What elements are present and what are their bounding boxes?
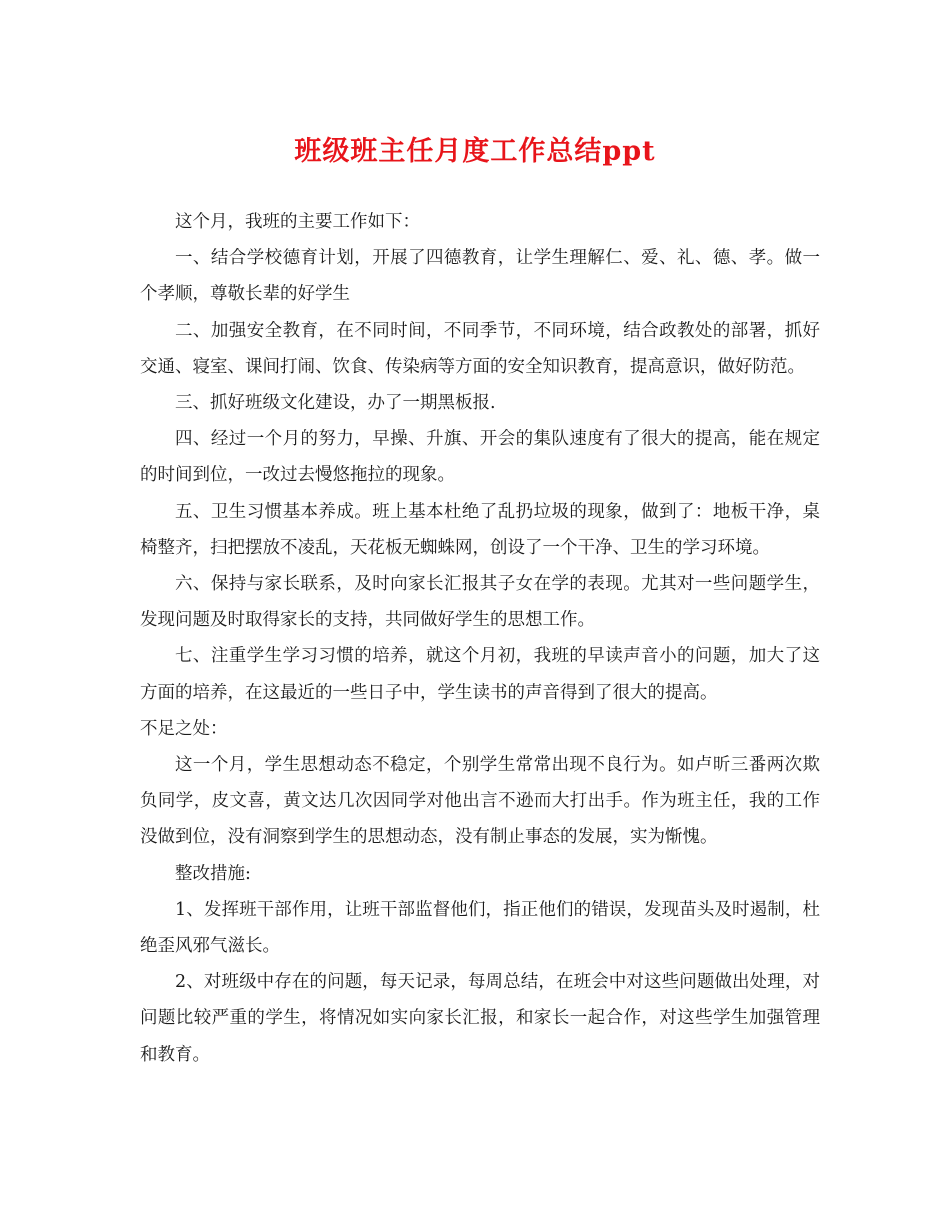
section-heading-shortcomings: 不足之处： (140, 718, 228, 739)
paragraph: 六、保持与家长联系，及时向家长汇报其子女在学的表现。尤其对一些问题学生，发现问题及时取得家长的支持，共同做好学生的思想工作。 (140, 574, 820, 631)
paragraph: 2、对班级中存在的问题，每天记录，每周总结，在班会中对这些问题做出处理，对问题比较严重的学生，将情况如实向家长汇报，和家长一起合作，对这些学生加强管理和教育。 (140, 972, 820, 1065)
paragraph: 四、经过一个月的努力，早操、升旗、开会的集队速度有了很大的提高，能在规定的时间到位，一改过去慢悠拖拉的现象。 (140, 429, 820, 486)
paragraph: 二、加强安全教育，在不同时间，不同季节，不同环境，结合政教处的部署，抓好交通、寝室、课间打闹、饮食、传染病等方面的安全知识教育，提高意识，做好防范。 (140, 320, 820, 377)
paragraph: 1、发挥班干部作用，让班干部监督他们，指正他们的错误，发现苗头及时遏制，杜绝歪风邪气滋长。 (140, 899, 820, 957)
paragraph: 七、注重学生学习习惯的培养，就这个月初，我班的早读声音小的问题，加大了这方面的培养，在这最近的一些日子中，学生读书的声音得到了很大的提高。 (140, 646, 820, 703)
paragraph: 三、抓好班级文化建设，办了一期黑板报. (175, 393, 496, 414)
paragraph: 五、卫生习惯基本养成。班上基本杜绝了乱扔垃圾的现象，做到了：地板干净，桌椅整齐，扫把摆放不凌乱，天花板无蜘蛛网，创设了一个干净、卫生的学习环境。 (140, 501, 820, 558)
section-heading-measures: 整改措施: (175, 863, 251, 884)
paragraph: 这一个月，学生思想动态不稳定，个别学生常常出现不良行为。如卢昕三番两次欺负同学，皮文喜，黄文达几次因同学对他出言不逊而大打出手。作为班主任，我的工作没做到位，没有洞察到学生的思想动态，没有制止事态的发展，实为惭愧。 (140, 755, 820, 848)
paragraph: 这个月，我班的主要工作如下： (175, 212, 420, 232)
document-title: 班级班主任月度工作总结ppt (294, 136, 656, 167)
paragraph: 一、结合学校德育计划，开展了四德教育，让学生理解仁、爱、礼、德、孝。做一个孝顺，尊敬长辈的好学生 (140, 248, 820, 305)
document-body (140, 204, 820, 1073)
